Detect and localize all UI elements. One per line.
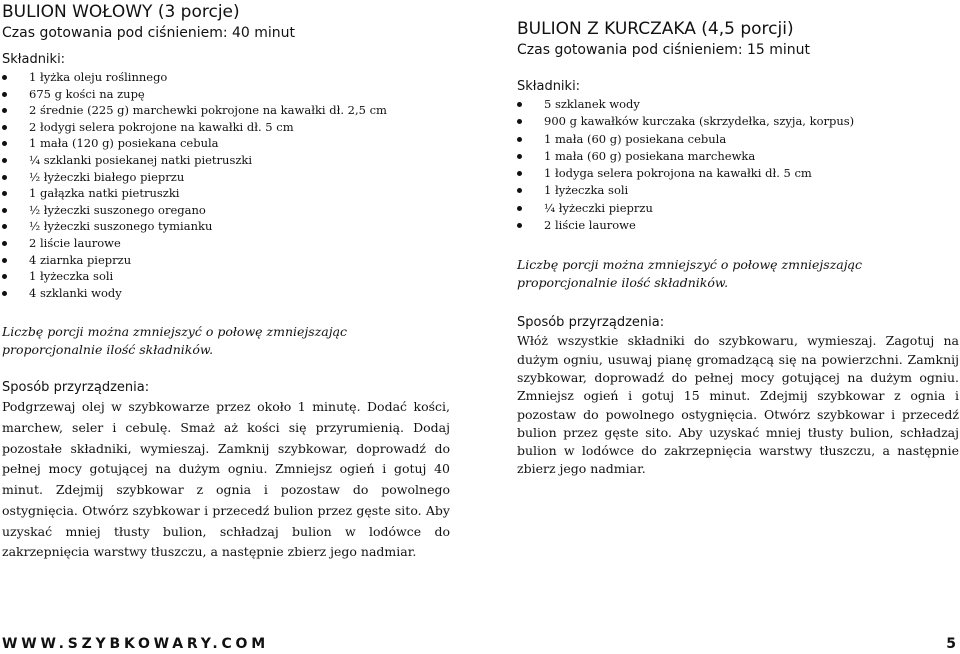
- list-item: 1 łodyga selera pokrojona na kawałki dł. 5 cm: [517, 165, 959, 182]
- list-item: ½ łyżeczki suszonego oregano: [2, 202, 450, 219]
- portion-note: Liczbę porcji można zmniejszyć o połowę zmniejszając proporcjonalnie ilość składników.: [517, 257, 863, 291]
- list-item: 5 szklanek wody: [517, 96, 959, 113]
- recipe-beef-broth: [2, 0, 450, 563]
- list-item: 1 mała (60 g) posiekana marchewka: [517, 148, 959, 165]
- list-item: 2 liście laurowe: [517, 217, 959, 234]
- list-item: 4 szklanki wody: [2, 285, 450, 302]
- list-item: 2 łodygi selera pokrojone na kawałki dł. 5 cm: [2, 119, 450, 136]
- recipe-title: BULION Z KURCZAKA (4,5 porcji): [517, 19, 794, 39]
- list-item: ¼ szklanki posiekanej natki pietruszki: [2, 152, 450, 169]
- list-item: ½ łyżeczki białego pieprzu: [2, 169, 450, 186]
- method-heading: Sposób przyrządzenia:: [517, 315, 665, 331]
- website-url: WWW.SZYBKOWARY.COM: [2, 636, 269, 652]
- list-item: 1 gałązka natki pietruszki: [2, 185, 450, 202]
- ingredients-list: [2, 69, 450, 301]
- page-number: 5: [946, 636, 956, 652]
- ingredients-heading: Składniki:: [2, 52, 66, 67]
- list-item: 1 łyżka oleju roślinnego: [2, 69, 450, 86]
- ingredients-list: [517, 96, 959, 234]
- list-item: 1 mała (120 g) posiekana cebula: [2, 135, 450, 152]
- list-item: 2 liście laurowe: [2, 235, 450, 252]
- page-footer: [2, 636, 956, 652]
- list-item: 900 g kawałków kurczaka (skrzydełka, szyja, korpus): [517, 113, 959, 130]
- list-item: 1 mała (60 g) posiekana cebula: [517, 131, 959, 148]
- portion-note: Liczbę porcji można zmniejszyć o połowę zmniejszając proporcjonalnie ilość składników.: [2, 324, 348, 358]
- list-item: 4 ziarnka pieprzu: [2, 252, 450, 269]
- method-text: Podgrzewaj olej w szybkowarze przez około 1 minutę. Dodać kości, marchew, seler i cebulę. Smaż aż kości się przyrumienią. Dodaj pozostałe składniki, wymieszaj. Zamknij szybkowar, doprowadź do pełnej mocy gotującej na dużym ogniu. Zmniejsz ogień i gotuj 40 minut. Zdejmij szybkowar z ognia i pozostaw do powolnego ostygnięcia. Otwórz szybkowar i przecedź bulion przez gęste sito. Aby uzyskać mniej tłusty bulion, schładzaj bulion w lodówce do zakrzepnięcia warstwy tłuszczu, a następnie zbierz jego nadmiar.: [2, 399, 450, 560]
- cooking-time: Czas gotowania pod ciśnieniem: 15 minut: [517, 42, 811, 58]
- list-item: ¼ łyżeczki pieprzu: [517, 200, 959, 217]
- list-item: 1 łyżeczka soli: [2, 268, 450, 285]
- recipe-chicken-broth: [517, 0, 959, 479]
- method-text: Włóż wszystkie składniki do szybkowaru, wymieszaj. Zagotuj na dużym ogniu, usuwaj pianę gromadzącą się na powierzchni. Zamknij szybkowar, doprowadź do pełnej mocy gotującej na dużym ogniu. Zmniejsz ogień i gotuj 15 minut. Zdejmij szybkowar z ognia i pozostaw do powolnego ostygnięcia. Otwórz szybkowar i przecedź bulion przez gęste sito. Aby uzyskać mniej tłusty bulion, schładzaj bulion w lodówce do zakrzepnięcia warstwy tłuszczu, a następnie zbierz jego nadmiar.: [517, 333, 959, 477]
- ingredients-heading: Składniki:: [517, 79, 581, 94]
- list-item: ½ łyżeczki suszonego tymianku: [2, 218, 450, 235]
- list-item: 2 średnie (225 g) marchewki pokrojone na kawałki dł. 2,5 cm: [2, 102, 450, 119]
- list-item: 1 łyżeczka soli: [517, 182, 959, 199]
- method-heading: Sposób przyrządzenia:: [2, 380, 150, 396]
- recipe-title: BULION WOŁOWY (3 porcje): [2, 2, 240, 22]
- cooking-time: Czas gotowania pod ciśnieniem: 40 minut: [2, 25, 296, 41]
- list-item: 675 g kości na zupę: [2, 86, 450, 103]
